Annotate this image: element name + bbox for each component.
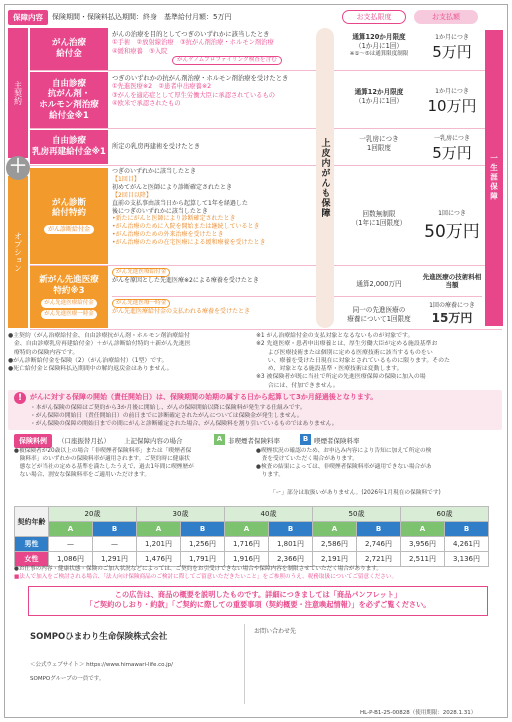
legend-a-icon: A bbox=[214, 434, 225, 445]
plus-icon: ＋ bbox=[6, 156, 30, 180]
row5-amount: 先進医療の技術料相当額 bbox=[422, 273, 482, 290]
document-code: HL-P-B1-25-00828（使用期限：2028.1.31） bbox=[360, 710, 477, 716]
premium-badge: 保険料例 bbox=[14, 434, 52, 448]
row4-amount: 1回につき 50万円 bbox=[424, 210, 480, 242]
premium-subtitle: （口座振替月払） bbox=[58, 437, 110, 445]
premium-note-right: ●喫煙状況の確認のため、お申込み内容により告知に加えて所定の検 査を受けていただく場合があります。 ●検査の結果によっては、非喫煙者保険料率が適用できない場合があ ります。 bbox=[256, 448, 432, 478]
row3-limit: 一乳房につき 1回限度 bbox=[359, 135, 399, 152]
female-row: 女性 1,086円 1,291円 1,476円 1,791円 1,916円 2,366円 2,191円 2,721円 2,511円 3,136円 bbox=[15, 552, 489, 567]
legend-a: 非喫煙者保険料率 bbox=[228, 437, 280, 445]
row5b-description: がん先進医療一時金 がん先進医療給付金の支払われる療養を受けたとき bbox=[112, 300, 251, 316]
premium-desc: 上記保障内容の場合 bbox=[124, 437, 183, 445]
row1-limit: 通算120か月限度 （1か月に1回） ※①～⑤は通算限度制限 bbox=[349, 33, 409, 57]
table-note: 「ー」部分は取扱いがありません。(2026年1月現在の保険料です) bbox=[270, 490, 441, 496]
row2-limit: 通算12か月限度 （1か月に1回） bbox=[354, 88, 404, 105]
legend-b-icon: B bbox=[300, 434, 311, 445]
row5b-limit: 同一の先進医療の 療養について1回限度 bbox=[347, 306, 411, 323]
column-amount-header: お支払額 bbox=[414, 10, 478, 24]
row4-description: つぎのいずれかに該当したとき 【1回目】 初めてがんと医師により診断確定されたとき 【2回目以降】 直前の支払事由該当日から起算して1年を経過した 後につぎのいずれかに該当したとき •新たにがんと医師により診断確定されたとき •がん治療のために入院を開始または継続しているとき •がん治療のための外来治療を受けたとき •がん治療のための在宅医療による緩和療養を受けたとき bbox=[112, 168, 266, 247]
warning-icon: ! bbox=[14, 392, 26, 404]
legend-b: 喫煙者保険料率 bbox=[314, 437, 360, 445]
website-link[interactable]: ＜公式ウェブサイト＞ https://www.himawari-life.co.jp/ bbox=[30, 662, 174, 668]
group-text: SOMPOグループの一員です。 bbox=[30, 676, 105, 682]
premium-note-left: ●被保険者が20歳以上の場合「非喫煙者保険料率」または「喫煙者保 険料率」のいずれかの保険料率が適用されます。ご契約時に健康状 態などが当社の定める基準を満たしたうえで、過去1年間に喫煙歴が ない場合、割安な保険料率をご適用いただけます。 bbox=[14, 448, 194, 478]
main-contract-label: 主契約 bbox=[8, 28, 28, 158]
row4-limit: 回数無制限 （1年に1回限度） bbox=[351, 210, 407, 227]
important-notice: この広告は、商品の概要を説明したものです。詳細につきましては「商品パンフレット」 「ご契約のしおり・約款」「ご契約に際しての重要事項（契約概要・注意喚起情報）」を必ずご覧ください。 bbox=[28, 586, 488, 616]
benefit-cancer-treatment: がん治療 給付金 bbox=[30, 28, 108, 70]
row5-description: がん先進医療給付金 がんを原因とした先進医療※2による療養を受けたとき bbox=[112, 269, 259, 285]
row5b-amount: 1回の療養につき 15万円 bbox=[429, 302, 475, 325]
company-name: SOMPOひまわり生命保険株式会社 bbox=[30, 632, 168, 642]
row1-description: がんの治療を目的としてつぎのいずれかに該当したとき ①手術 ②放射線治療 ③抗がん剤治療・ホルモン剤治療 ④緩和療養 ⑤入院 がんゲノムプロファイリング検査を含む bbox=[112, 31, 312, 65]
row3-amount: 一乳房につき 5万円 bbox=[432, 135, 472, 162]
option-label: オプション bbox=[8, 176, 28, 328]
premium-table: 契約年齢 20歳 30歳 40歳 50歳 60歳 A B A B A B A B A B 男性 — — 1,201円 1,256円 1,716円 1,801円 2,586円 2,746円 3,956円 4,261円 女性 1,086円 1,291円 1,476円 1,791円 1,916円 2,366円 2,191円 2,721円 2,511円 3,136円 bbox=[14, 506, 489, 567]
benefit-free-anticancer: 自由診療 抗がん剤・ ホルモン剤治療 給付金※1 bbox=[30, 72, 108, 128]
notes-bottom: ●お仕事の内容・健康状態・保険のご加入状況などによっては、ご契約をお引受けできない場合や保障内容を制限させていただく場合があります。 ■法人で加入をご検討される場合、「法人向け保険商品のご検討に際してご留意いただきたいこと」をご参照のうえ、税務取扱についてご留意ください。 bbox=[14, 566, 398, 580]
row2-description: つぎのいずれかの抗がん剤治療・ホルモン剤治療を受けたとき ①先進医療※2 ②患者申出療養※2 ③がんを適応症として厚生労働大臣に承認されているもの ④欧米で承認されたもの bbox=[112, 75, 289, 107]
row2-amount: 1か月につき 10万円 bbox=[427, 88, 477, 115]
notes-right: ※1 がん治療給付金の支払対象となるないものが対象です。 ※2 先進医療・患者申出療養とは、厚生労働大臣が定める施設基準お よび医療技術または個別に定める医療技術に該当するものをい い、療養を受けた日現在に対象とされているものに限ります。そのた め、対象となる施設基準・医療技術は変動します。 ※3 被保険者が既に当社で所定の先進医療保障の保険に加入の場 合には、付加できません。 bbox=[256, 333, 450, 389]
intraepithelial-band: 上皮内がんも保障 bbox=[316, 28, 334, 328]
male-row: 男性 — — 1,201円 1,256円 1,716円 1,801円 2,586円 2,746円 3,956円 4,261円 bbox=[15, 537, 489, 552]
benefit-cancer-diagnosis: がん診断 給付特約 がん診断給付金 bbox=[30, 168, 108, 264]
notes-left: ●主契約（がん治療給付金、自由診療抗がん剤・ホルモン剤治療給付 金、自由診療乳房再建給付金）＋がん診断給付特約＋新がん先進医 療特約の保険内容です。 ●がん診断給付金を保険（2）（がん治療給付）（1型）です。 ●死亡給付金と保険料払込期間中の解約返戻金はありません。 bbox=[8, 333, 191, 373]
lifetime-band: 一生涯保障 bbox=[485, 30, 503, 326]
benefit-advanced-medical: 新がん先進医療 特約※3 がん先進医療給付金 がん先進医療一時金 bbox=[30, 266, 108, 328]
coverage-badge: 保障内容 bbox=[8, 10, 48, 25]
row1-amount: 1か月につき 5万円 bbox=[432, 34, 472, 61]
coverage-terms: 保険期間・保険料払込期間：終身 基準給付月額：5万円 bbox=[52, 13, 232, 21]
benefit-breast-reconstruction: 自由診療 乳房再建給付金※1 bbox=[30, 130, 108, 164]
column-limit-header: お支払限度 bbox=[342, 10, 406, 24]
row3-description: 所定の乳房再建術を受けたとき bbox=[112, 143, 201, 150]
contact-label: お問い合わせ先 bbox=[254, 628, 297, 635]
row5-limit: 通算2,000万円 bbox=[356, 280, 402, 288]
warning-box: ! がんに対する保障の開始（責任開始日）は、保険期間の始期の属する日から起算して3か月経過後となります。 ・本がん保険の保障はご契約から3か月後に開始し、がんの保障開始以降に保険料が発生する仕組みです。 ・がん保障の開始日（責任開始日）の前日までに診断確定されたがんについては保険金が発生しません。 ・がん保険の保障の開始日までの間にがんと診断確定された場合、がん保険料を割り引いているものではありません。 bbox=[8, 390, 502, 430]
